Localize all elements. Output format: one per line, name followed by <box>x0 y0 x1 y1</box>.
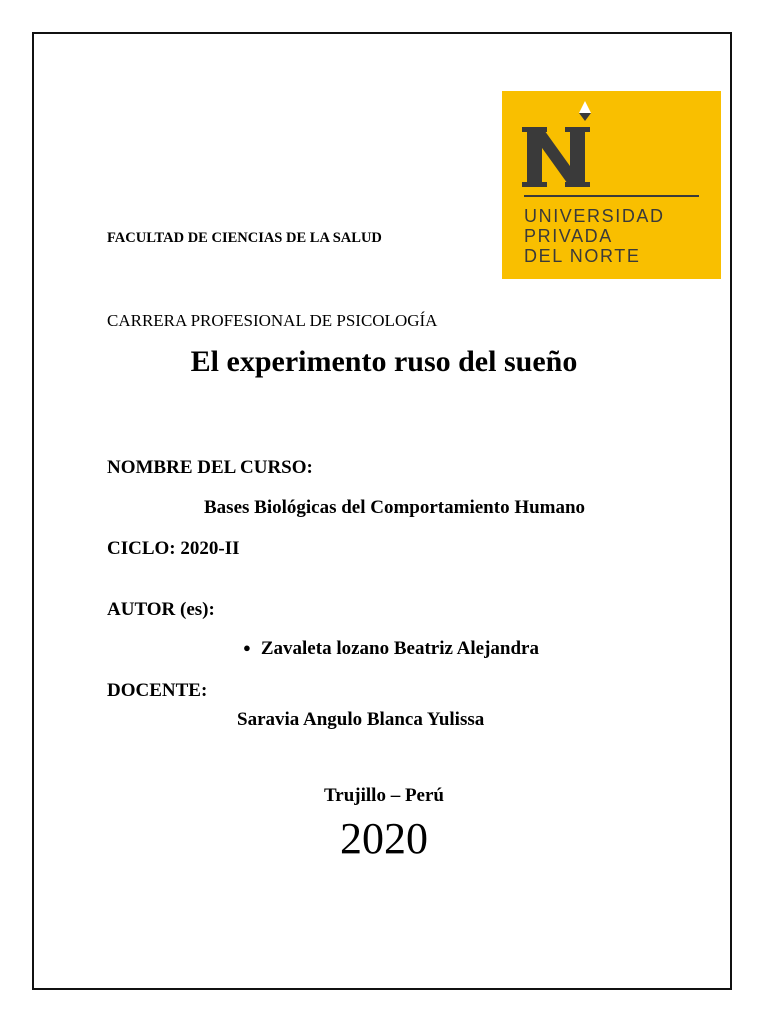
teacher-name: Saravia Angulo Blanca Yulissa <box>237 709 485 730</box>
teacher-label: DOCENTE: <box>107 680 208 701</box>
career-name: CARRERA PROFESIONAL DE PSICOLOGÍA <box>107 311 438 330</box>
logo-line-3: DEL NORTE <box>524 246 641 266</box>
course-label: NOMBRE DEL CURSO: <box>107 457 313 478</box>
bullet-icon: ● <box>243 640 251 655</box>
author-label: AUTOR (es): <box>107 599 215 620</box>
logo-line-1: UNIVERSIDAD <box>524 206 665 226</box>
author-name: Zavaleta lozano Beatriz Alejandra <box>260 638 539 659</box>
document-title: El experimento ruso del sueño <box>190 345 578 378</box>
author-list-item <box>243 638 539 660</box>
city-country: Trujillo – Perú <box>324 785 444 806</box>
faculty-name: FACULTAD DE CIENCIAS DE LA SALUD <box>107 230 382 246</box>
cycle-text: CICLO: 2020-II <box>107 538 240 559</box>
logo-line-2: PRIVADA <box>524 226 613 246</box>
course-name: Bases Biológicas del Comportamiento Humano <box>204 497 586 518</box>
university-logo <box>502 91 721 279</box>
year: 2020 <box>340 814 428 863</box>
